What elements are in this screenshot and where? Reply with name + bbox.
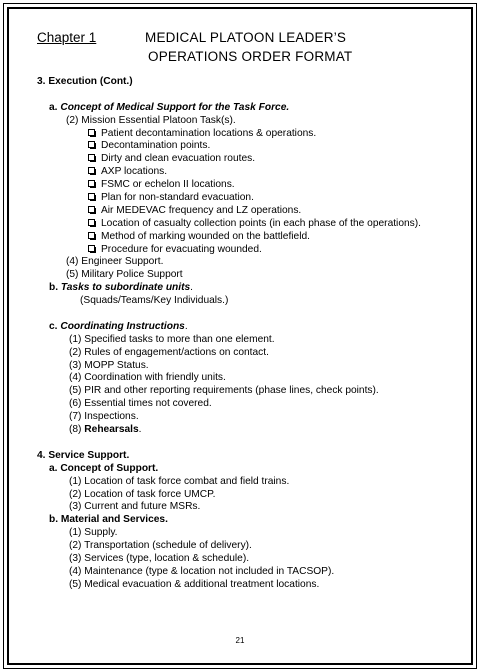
list-item: Decontamination points.	[16, 140, 464, 153]
checkbox-bullet-icon	[88, 129, 95, 136]
list-item: (3) Services (type, location & schedule).	[69, 552, 250, 564]
list-item: (1) Supply.	[69, 527, 118, 539]
subsection-a-heading: a. Concept of Medical Support for the Task Force.	[49, 101, 290, 113]
item-a5: (5) Military Police Support	[66, 269, 183, 281]
chapter-label: Chapter 1	[37, 30, 97, 45]
section-4a-heading: a. Concept of Support.	[49, 462, 159, 474]
list-item: (2) Location of task force UMCP.	[69, 488, 216, 500]
list-item: (8) Rehearsals.	[69, 424, 142, 436]
document-page	[16, 30, 464, 592]
list-item: (1) Location of task force combat and field trains.	[69, 475, 290, 487]
checkbox-bullet-icon	[88, 206, 95, 213]
checkbox-bullet-icon	[88, 193, 95, 200]
list-item: Method of marking wounded on the battlefield.	[16, 231, 464, 244]
list-item: (5) PIR and other reporting requirements (phase lines, check points).	[69, 385, 379, 397]
list-item: Location of casualty collection points (in each phase of the operations).	[16, 218, 464, 231]
subsection-b-subtitle: (Squads/Teams/Key Individuals.)	[80, 295, 229, 307]
page-number: 21	[235, 636, 245, 645]
checkbox-bullet-icon	[88, 141, 95, 148]
list-item: Procedure for evacuating wounded.	[16, 244, 464, 257]
list-item: Plan for non-standard evacuation.	[16, 192, 464, 205]
item-a4: (4) Engineer Support.	[66, 256, 164, 268]
page-title-line2: OPERATIONS ORDER FORMAT	[148, 49, 353, 64]
subsection-c-heading: c. Coordinating Instructions.	[49, 320, 188, 332]
list-item: (5) Medical evacuation & additional treatment locations.	[69, 578, 320, 590]
list-item: (2) Transportation (schedule of delivery).	[69, 540, 252, 552]
section-4b-heading: b. Material and Services.	[49, 514, 168, 526]
document-header	[16, 30, 464, 76]
list-item: Dirty and clean evacuation routes.	[16, 153, 464, 166]
list-item: (4) Maintenance (type & location not included in TACSOP).	[69, 565, 335, 577]
subsection-b-title: Tasks to subordinate units	[60, 282, 191, 294]
subsection-a-title: Concept of Medical Support for the Task Force.	[60, 101, 290, 113]
checkbox-bullet-icon	[88, 167, 95, 174]
list-item: (3) MOPP Status.	[69, 359, 149, 371]
checkbox-bullet-icon	[88, 154, 95, 161]
list-item: AXP locations.	[16, 166, 464, 179]
list-item: (3) Current and future MSRs.	[69, 501, 201, 513]
subsection-c-title: Coordinating Instructions	[60, 320, 185, 332]
section-3-heading: 3. Execution (Cont.)	[37, 76, 133, 87]
checkbox-bullet-icon	[88, 232, 95, 239]
page-title-line1: MEDICAL PLATOON LEADER’S	[145, 30, 347, 45]
list-item: (7) Inspections.	[69, 411, 139, 423]
list-item: (4) Coordination with friendly units.	[69, 372, 226, 384]
checkbox-bullet-icon	[88, 219, 95, 226]
bullet-list	[16, 128, 464, 257]
checkbox-bullet-icon	[88, 180, 95, 187]
section-4-heading: 4. Service Support.	[37, 449, 130, 461]
subsection-b-heading: b. Tasks to subordinate units.	[49, 282, 193, 294]
list-item: Patient decontamination locations & operations.	[16, 128, 464, 141]
list-item: (1) Specified tasks to more than one element.	[69, 333, 275, 345]
checkbox-bullet-icon	[88, 245, 95, 252]
item-a2: (2) Mission Essential Platoon Task(s).	[66, 114, 236, 126]
rehearsals-text: Rehearsals	[84, 424, 139, 436]
list-item: FSMC or echelon II locations.	[16, 179, 464, 192]
list-item: (6) Essential times not covered.	[69, 398, 212, 410]
list-item: Air MEDEVAC frequency and LZ operations.	[16, 205, 464, 218]
list-item: (2) Rules of engagement/actions on contact.	[69, 346, 269, 358]
